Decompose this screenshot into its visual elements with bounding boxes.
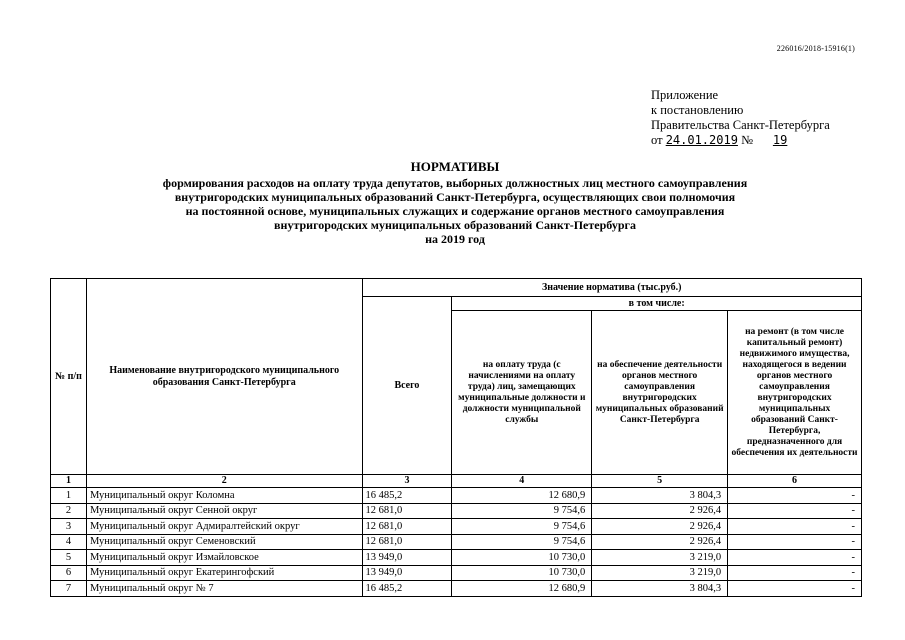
appendix-line-1: Приложение [651,88,719,102]
row-col5: 3 804,3 [592,488,728,504]
header-col5: на обеспечение деятельности органов местного самоуправления внутригородских муниципальных образований Санкт-Петербурга [592,311,728,475]
row-name: Муниципальный округ Семеновский [86,534,362,550]
header-col6: на ремонт (в том числе капитальный ремонт) недвижимого имущества, находящегося в ведении органов местного самоуправления внутригородских муниципальных образований Санкт-Петербурга, предназначенного для обеспечения их деятельности [728,311,862,475]
title-line-4: внутригородских муниципальных образований Санкт-Петербурга [274,218,636,232]
row-name: Муниципальный округ № 7 [86,581,362,597]
document-number: 226016/2018-15916(1) [776,44,855,53]
row-name: Муниципальный округ Коломна [86,488,362,504]
column-number-row [51,475,862,488]
table-row [51,503,862,519]
header-col4: на оплату труда (с начислениями на оплату труда) лиц, замещающих муниципальные должности и должности муниципальной службы [452,311,592,475]
row-col4: 9 754,6 [452,534,592,550]
row-num: 5 [51,550,87,566]
row-col6: - [728,519,862,535]
column-number: 2 [86,475,362,488]
header-total: Всего [362,297,452,475]
title-line-5: на 2019 год [425,232,485,246]
table-row [51,534,862,550]
row-col6: - [728,565,862,581]
header-value-group: Значение норматива (тыс.руб.) [362,279,861,297]
row-num: 4 [51,534,87,550]
from-label: от [651,133,663,147]
header-num: № п/п [51,279,87,475]
title-line-3: на постоянной основе, муниципальных служащих и содержание органов местного самоуправления [185,204,725,218]
column-number: 6 [728,475,862,488]
row-col4: 9 754,6 [452,519,592,535]
row-col4: 10 730,0 [452,550,592,566]
row-col6: - [728,550,862,566]
row-total: 16 485,2 [362,581,452,597]
row-col5: 3 219,0 [592,550,728,566]
row-col4: 12 680,9 [452,488,592,504]
header-name: Наименование внутригородского муниципального образования Санкт-Петербурга [86,279,362,475]
row-col5: 2 926,4 [592,503,728,519]
appendix-block [651,88,830,148]
resolution-number: 19 [772,133,788,147]
row-total: 13 949,0 [362,565,452,581]
row-col6: - [728,503,862,519]
number-label: № [741,133,753,147]
column-number: 4 [452,475,592,488]
row-num: 7 [51,581,87,597]
norms-table [50,278,862,597]
title-line-2: внутригородских муниципальных образований Санкт-Петербурга, осуществляющих свои полномочия [174,190,736,204]
row-col4: 12 680,9 [452,581,592,597]
appendix-line-3: Правительства Санкт-Петербурга [651,118,830,132]
row-name: Муниципальный округ Екатерингофский [86,565,362,581]
row-total: 12 681,0 [362,534,452,550]
appendix-line-2: к постановлению [651,103,744,117]
column-number: 5 [592,475,728,488]
row-name: Муниципальный округ Измайловское [86,550,362,566]
row-name: Муниципальный округ Адмиралтейский округ [86,519,362,535]
document-title [100,160,810,246]
row-col5: 3 804,3 [592,581,728,597]
row-total: 13 949,0 [362,550,452,566]
row-total: 12 681,0 [362,503,452,519]
table-row [51,488,862,504]
row-col6: - [728,488,862,504]
table-row [51,581,862,597]
row-total: 16 485,2 [362,488,452,504]
row-col6: - [728,581,862,597]
row-num: 2 [51,503,87,519]
table-row [51,550,862,566]
table-row [51,519,862,535]
row-name: Муниципальный округ Сенной округ [86,503,362,519]
table-row [51,565,862,581]
row-num: 1 [51,488,87,504]
row-num: 3 [51,519,87,535]
resolution-date: 24.01.2019 [665,133,738,147]
title-heading: НОРМАТИВЫ [410,159,500,174]
column-number: 1 [51,475,87,488]
row-col4: 10 730,0 [452,565,592,581]
row-col4: 9 754,6 [452,503,592,519]
row-num: 6 [51,565,87,581]
title-line-1: формирования расходов на оплату труда депутатов, выборных должностных лиц местного самоуправления [162,176,748,190]
column-number: 3 [362,475,452,488]
row-col5: 2 926,4 [592,519,728,535]
row-col5: 3 219,0 [592,565,728,581]
header-including: в том числе: [452,297,862,311]
row-col6: - [728,534,862,550]
row-total: 12 681,0 [362,519,452,535]
row-col5: 2 926,4 [592,534,728,550]
appendix-date-line [651,133,830,148]
